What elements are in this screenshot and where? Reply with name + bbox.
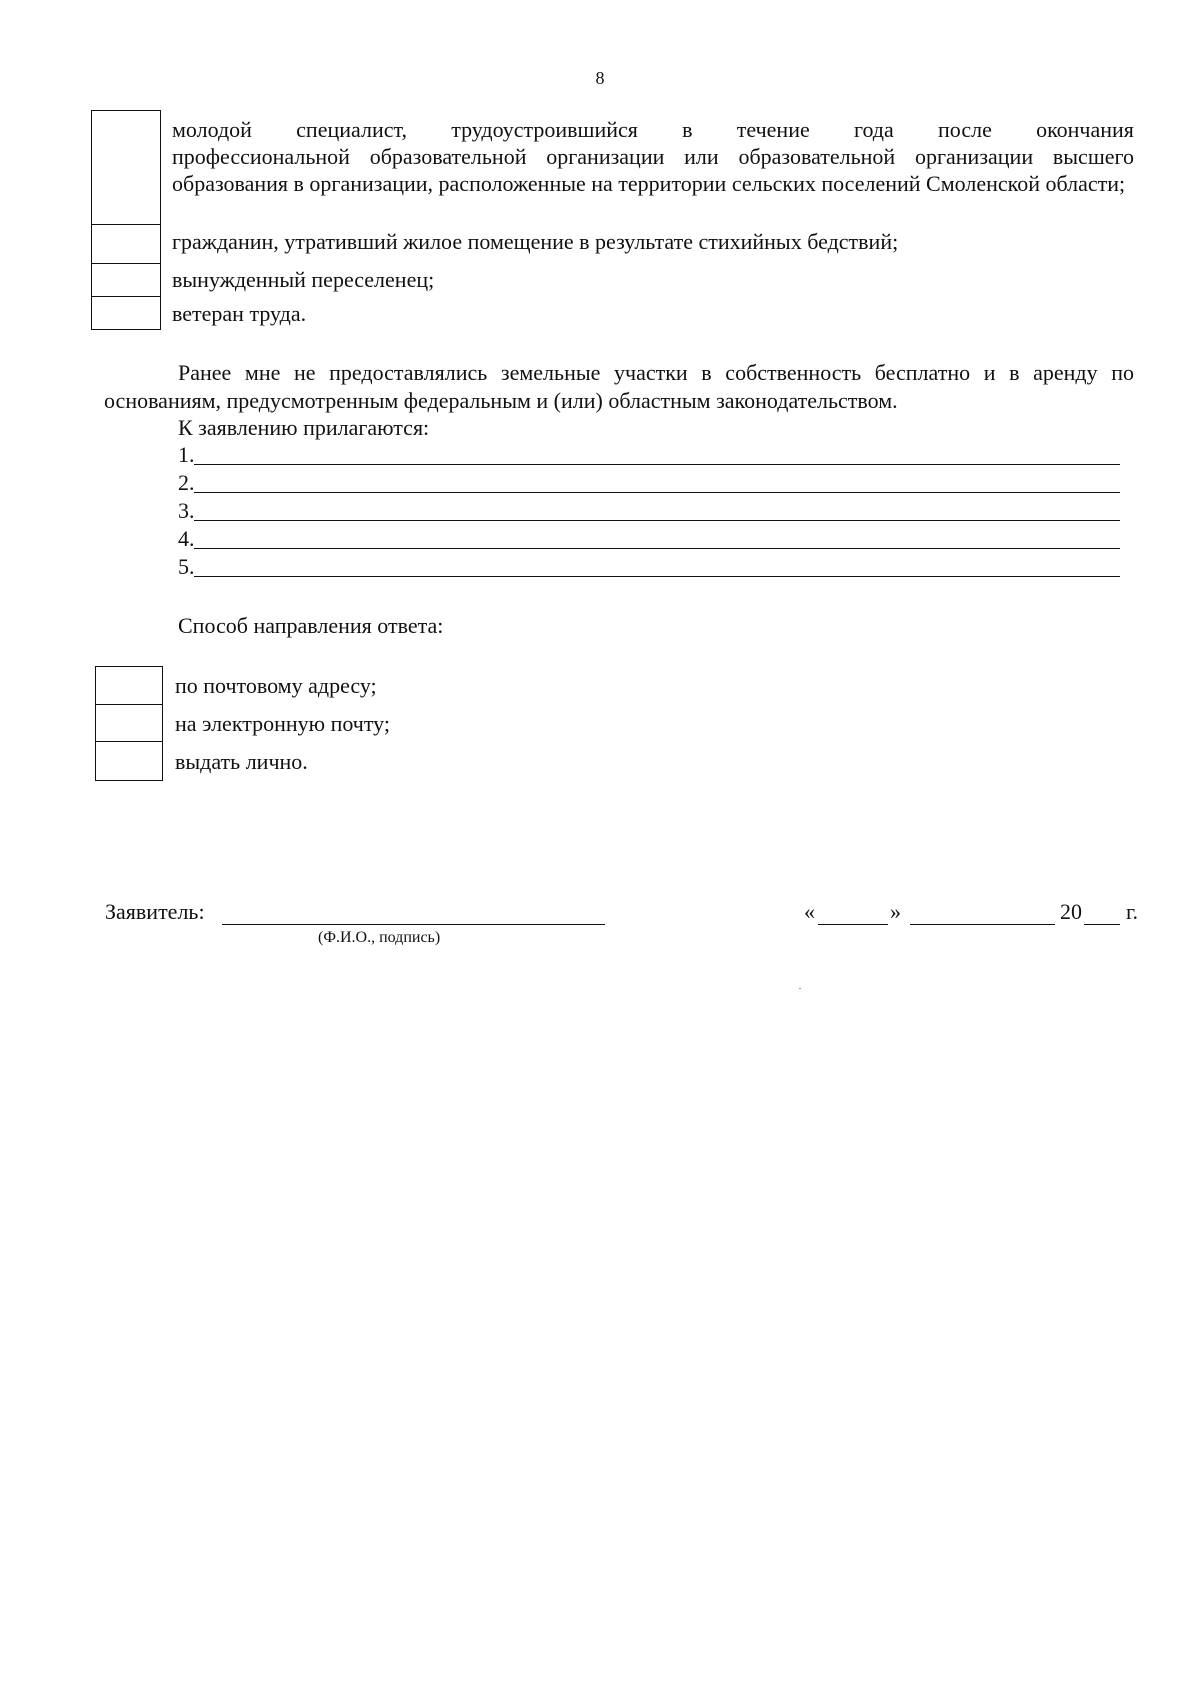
attachment-number: 3. — [178, 498, 195, 523]
attachments-heading: К заявлению прилагаются: — [178, 415, 430, 440]
attachment-row-3 — [178, 497, 1120, 525]
applicant-label: Заявитель: — [105, 899, 205, 924]
response-checkbox-post[interactable] — [95, 666, 163, 705]
attachment-row-4 — [178, 525, 1120, 553]
date-year-suffix: г. — [1126, 899, 1139, 924]
word: окончания — [1036, 117, 1134, 142]
response-option-in-person: выдать лично. — [175, 749, 308, 774]
word: года — [853, 117, 894, 142]
date-year-line[interactable] — [1084, 924, 1120, 925]
attachment-line-3[interactable] — [194, 520, 1120, 521]
attachment-number: 2. — [178, 470, 195, 495]
attachment-line-4[interactable] — [194, 548, 1120, 549]
attachment-row-1 — [178, 441, 1120, 469]
category-checkbox-disaster-victim[interactable] — [91, 224, 161, 264]
response-checkbox-email[interactable] — [95, 704, 163, 742]
declaration-line-1: Ранее мне не предоставлялись земельные участки в собственность бесплатно и в аренду по — [178, 360, 1134, 385]
response-heading: Способ направления ответа: — [178, 613, 444, 638]
category-checkbox-forced-migrant[interactable] — [91, 263, 161, 297]
category-label-young-specialist-line1 — [172, 116, 1134, 143]
category-label-young-specialist-rest: профессиональной образовательной организации или образовательной организации высшего образования в организации, расположенные на территории сельских поселений Смоленской области; — [172, 144, 1134, 196]
category-checkbox-labor-veteran[interactable] — [91, 296, 161, 330]
response-checkbox-in-person[interactable] — [95, 741, 163, 781]
word: специалист, — [296, 117, 407, 142]
category-label-young-specialist — [172, 116, 1134, 197]
date-quote-close: » — [890, 899, 901, 924]
date-year-prefix: 20 — [1060, 899, 1082, 924]
response-option-email: на электронную почту; — [175, 711, 391, 736]
word: трудоустроившийся — [451, 117, 638, 142]
signature-caption: (Ф.И.О., подпись) — [318, 929, 441, 946]
response-option-post: по почтовому адресу; — [175, 673, 377, 698]
attachment-number: 5. — [178, 554, 195, 579]
category-label-disaster-victim: гражданин, утративший жилое помещение в результате стихийных бедствий; — [172, 229, 899, 254]
attachment-line-1[interactable] — [194, 464, 1120, 465]
word: течение — [736, 117, 810, 142]
declaration-line-2: основаниям, предусмотренным федеральным и (или) областным законодательством. — [104, 388, 898, 413]
category-label-labor-veteran: ветеран труда. — [172, 301, 307, 326]
page-number: 8 — [595, 68, 605, 88]
attachment-line-2[interactable] — [194, 492, 1120, 493]
date-quote-open: « — [804, 899, 815, 924]
category-checkbox-young-specialist[interactable] — [91, 110, 161, 225]
word: молодой — [172, 117, 252, 142]
date-day-line[interactable] — [818, 924, 888, 925]
word: после — [938, 117, 992, 142]
scan-speck — [799, 988, 801, 989]
attachment-row-5 — [178, 553, 1120, 581]
category-label-forced-migrant: вынужденный переселенец; — [172, 267, 435, 292]
attachment-line-5[interactable] — [194, 576, 1120, 577]
word: в — [682, 117, 693, 142]
attachment-row-2 — [178, 469, 1120, 497]
attachment-number: 4. — [178, 526, 195, 551]
date-month-line[interactable] — [910, 924, 1055, 925]
attachment-number: 1. — [178, 442, 195, 467]
